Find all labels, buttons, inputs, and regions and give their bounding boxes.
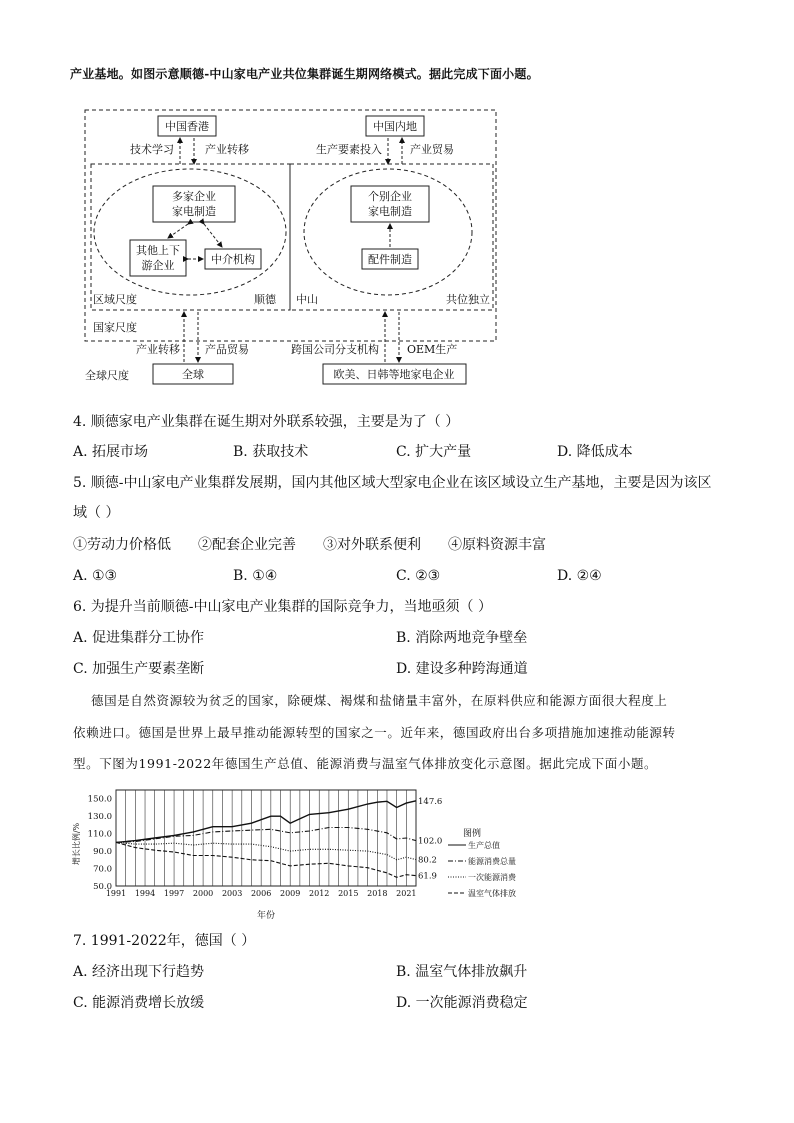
chart-end-value-label: 61.9 [418,871,437,882]
chart-x-tick-label: 2006 [250,889,272,898]
chart-legend-label: 温室气体排放 [468,889,516,898]
q7-option-b[interactable]: B. 温室气体排放飙升 [396,964,528,980]
chart-x-tick-label: 2009 [280,889,301,898]
chart-plot-frame [116,790,416,886]
chart-series-line [116,801,416,843]
passage-line3: 型。下图为1991-2022年德国生产总值、能源消费与温室气体排放变化示意图。据此完成下面小题。 [73,756,658,771]
q5-option-b[interactable]: B. ①④ [233,568,278,584]
chart-end-value-label: 80.2 [418,855,437,866]
chart-legend-label: 生产总值 [468,841,500,850]
colocation-label: 共位独立 [446,293,490,306]
q5-item-1: ①劳动力价格低 [73,537,171,553]
q4-option-c[interactable]: C. 扩大产量 [396,444,472,460]
q7-stem: 7. 1991-2022年，德国（ ） [73,933,256,949]
svg-text:家电制造: 家电制造 [172,205,216,218]
industry-transfer-label: 产业转移 [205,143,249,156]
q5-option-d[interactable]: D. ②④ [557,568,602,584]
cluster-network-diagram [0,0,794,400]
shunde-label: 顺德 [254,293,276,306]
q7-option-a[interactable]: A. 经济出现下行趋势 [73,964,205,980]
q6-option-d[interactable]: D. 建设多种跨海通道 [396,661,528,677]
svg-text:家电制造: 家电制造 [368,205,412,218]
tech-learning-label: 技术学习 [130,143,174,156]
q6-option-c[interactable]: C. 加强生产要素垄断 [73,661,205,677]
chart-x-tick-label: 1997 [163,889,185,898]
q5-item-2: ②配套企业完善 [198,537,296,553]
svg-text:多家企业: 多家企业 [172,190,216,203]
q5-item-4: ④原料资源丰富 [448,537,546,553]
chart-x-tick-label: 2000 [192,889,214,898]
germany-index-chart [70,782,550,922]
regional-scale-label: 区域尺度 [93,293,137,306]
q5-stem-line2: 域（ ） [73,505,120,521]
chart-y-axis-label: 增长比例/% [72,822,81,866]
chart-legend-label: 一次能源消费 [468,873,516,882]
q4-option-a[interactable]: A. 拓展市场 [73,444,149,460]
national-scale-label: 国家尺度 [93,321,137,334]
chart-y-tick-label: 110.0 [87,829,112,840]
zhongshan-label: 中山 [296,293,318,306]
global-scale-label: 全球尺度 [85,369,129,382]
hk-label: 中国香港 [165,120,209,133]
mainland-label: 中国内地 [373,120,417,133]
chart-y-tick-label: 70.0 [93,864,112,875]
chart-x-tick-label: 2021 [396,889,417,898]
chart-series-line [116,842,416,877]
chart-y-tick-label: 90.0 [93,847,112,858]
q5-option-c[interactable]: C. ②③ [396,568,441,584]
svg-text:游企业: 游企业 [141,259,175,272]
chart-x-tick-label: 1994 [134,889,156,898]
svg-text:个别企业: 个别企业 [368,190,412,203]
q7-option-c[interactable]: C. 能源消费增长放缓 [73,995,205,1011]
chart-y-tick-label: 150.0 [87,794,112,805]
bottom-transfer-label: 产业转移 [136,343,180,356]
factor-input-label: 生产要素投入 [316,143,382,156]
intro-line: 产业基地。如图示意顺德-中山家电产业共位集群诞生期网络模式。据此完成下面小题。 [70,67,539,81]
chart-x-tick-label: 2015 [338,889,359,898]
q6-stem: 6. 为提升当前顺德-中山家电产业集群的国际竞争力，当地亟须（ ） [73,599,492,615]
bottom-trade-label: 产品贸易 [205,343,249,356]
svg-text:配件制造: 配件制造 [368,253,412,266]
passage-line1: 德国是自然资源较为贫乏的国家，除硬煤、褐煤和盐储量丰富外，在原料供应和能源方面很大程度上 [91,693,668,708]
q5-stem-line1: 5. 顺德-中山家电产业集群发展期，国内其他区域大型家电企业在该区域设立生产基地，主要是因为该区 [73,475,712,491]
chart-end-value-label: 147.6 [418,796,443,807]
chart-x-tick-label: 2003 [221,889,243,898]
q6-option-a[interactable]: A. 促进集群分工协作 [73,630,205,646]
industry-trade-label: 产业贸易 [410,143,454,156]
q5-item-3: ③对外联系便利 [323,537,421,553]
chart-x-tick-label: 2018 [367,889,388,898]
q4-stem: 4. 顺德家电产业集群在诞生期对外联系较强，主要是为了（ ） [73,414,460,430]
oem-label: OEM生产 [407,343,458,356]
chart-x-axis-label: 年份 [256,911,276,921]
chart-y-tick-label: 50.0 [93,882,112,892]
multinational-label: 跨国公司分支机构 [291,343,379,356]
chart-legend-label: 能源消费总量 [468,857,516,866]
q6-option-b[interactable]: B. 消除两地竞争壁垒 [396,630,528,646]
q5-option-a[interactable]: A. ①③ [73,568,118,584]
svg-text:全球: 全球 [182,368,204,381]
q4-option-b[interactable]: B. 获取技术 [233,444,309,460]
chart-x-tick-label: 2012 [309,889,330,898]
svg-text:欧美、日韩等地家电企业: 欧美、日韩等地家电企业 [333,368,455,381]
q7-option-d[interactable]: D. 一次能源消费稳定 [396,995,528,1011]
passage-line2: 依赖进口。德国是世界上最早推动能源转型的国家之一。近年来，德国政府出台多项措施加速推动能源转 [73,725,676,740]
chart-x-tick-label: 1991 [105,889,127,898]
svg-text:其他上下: 其他上下 [136,244,180,257]
svg-text:中介机构: 中介机构 [211,253,255,266]
chart-y-tick-label: 130.0 [87,812,112,823]
chart-series-line [116,828,416,843]
q4-option-d[interactable]: D. 降低成本 [557,444,633,460]
chart-legend-title: 图例 [463,829,482,839]
chart-end-value-label: 102.0 [418,836,443,847]
